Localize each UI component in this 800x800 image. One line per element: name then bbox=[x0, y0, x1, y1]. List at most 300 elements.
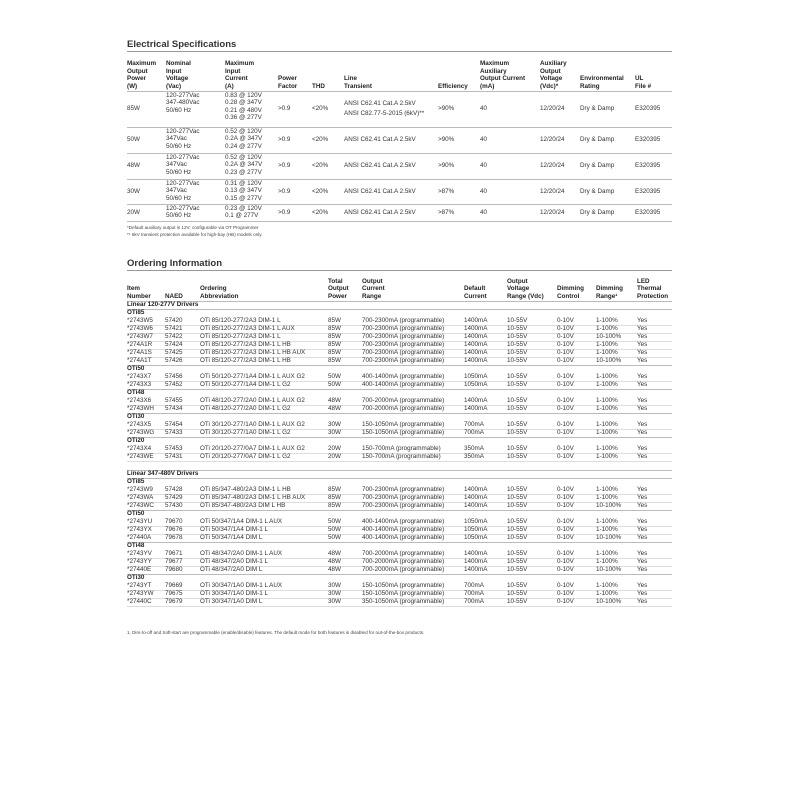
ordering-cell: 0-10V bbox=[557, 502, 574, 509]
table-row bbox=[0, 534, 800, 542]
row-divider bbox=[127, 461, 672, 462]
ordering-cell: OTi 85/120-277/2A3 DIM-1 L bbox=[200, 333, 281, 340]
electrical-cell-thd: <20% bbox=[312, 209, 329, 217]
ordering-cell: 79679 bbox=[165, 598, 183, 605]
ordering-cell: 10-55V bbox=[507, 325, 528, 332]
ordering-cell: 1-100% bbox=[596, 381, 618, 388]
ordering-cell: 10-100% bbox=[596, 333, 622, 340]
ordering-cell: *2743WA bbox=[127, 494, 154, 501]
electrical-cell-current: 0.52 @ 120V 0.2A @ 347V 0.24 @ 277V bbox=[225, 128, 263, 150]
table-row bbox=[0, 518, 800, 526]
ordering-cell: 0-10V bbox=[557, 349, 574, 356]
ordering-cell: OTi 85/120-277/2A3 DIM-1 L AUX bbox=[200, 325, 295, 332]
ordering-cell: 10-55V bbox=[507, 349, 528, 356]
electrical-cell-thd: <20% bbox=[312, 162, 329, 170]
header-rule bbox=[127, 91, 672, 92]
ordering-cell: 10-100% bbox=[596, 534, 622, 541]
row-divider bbox=[127, 127, 672, 128]
electrical-header-cell: Line Transient bbox=[344, 75, 372, 90]
ordering-cell: 1-100% bbox=[596, 429, 618, 436]
ordering-cell: *2743W9 bbox=[127, 486, 153, 493]
electrical-cell-pf: >0.9 bbox=[278, 105, 291, 113]
ordering-cell: 700mA bbox=[464, 429, 484, 436]
ordering-cell: 0-10V bbox=[557, 325, 574, 332]
ordering-cell: 700-2300mA (programmable) bbox=[362, 341, 445, 348]
ordering-cell: 30W bbox=[328, 582, 341, 589]
ordering-cell: OTi 30/120-277/1A0 DIM-1 L AUX G2 bbox=[200, 421, 305, 428]
ordering-cell: 0-10V bbox=[557, 582, 574, 589]
ordering-cell: 57430 bbox=[165, 502, 183, 509]
ordering-cell: 30W bbox=[328, 590, 341, 597]
ordering-cell: 150-1050mA (programmable) bbox=[362, 421, 445, 428]
ordering-cell: 1-100% bbox=[596, 558, 618, 565]
ordering-cell: 1050mA bbox=[464, 526, 488, 533]
ordering-cell: 57434 bbox=[165, 405, 183, 412]
row-divider bbox=[127, 204, 672, 205]
group-rule bbox=[127, 413, 672, 414]
electrical-cell-pf: >0.9 bbox=[278, 209, 291, 217]
ordering-cell: 48W bbox=[328, 550, 341, 557]
ordering-cell: 85W bbox=[328, 325, 341, 332]
electrical-cell-power: 48W bbox=[127, 162, 140, 170]
ordering-cell: 20W bbox=[328, 453, 341, 460]
ordering-cell: 10-100% bbox=[596, 502, 622, 509]
ordering-cell: 79677 bbox=[165, 558, 183, 565]
ordering-cell: 10-55V bbox=[507, 598, 528, 605]
table-row bbox=[0, 421, 800, 429]
ordering-cell: 30W bbox=[328, 598, 341, 605]
ordering-cell: *2743W5 bbox=[127, 317, 153, 324]
ordering-cell: Yes bbox=[637, 534, 648, 541]
electrical-cell-voltage: 120-277Vac 347-480Vac 50/60 Hz bbox=[166, 92, 200, 114]
table-row bbox=[0, 373, 800, 381]
electrical-cell-ul: E320395 bbox=[635, 162, 661, 170]
ordering-cell: 85W bbox=[328, 349, 341, 356]
ordering-cell: 10-55V bbox=[507, 429, 528, 436]
ordering-cell: Yes bbox=[637, 397, 648, 404]
ordering-cell: 20W bbox=[328, 445, 341, 452]
ordering-cell: Yes bbox=[637, 582, 648, 589]
table-row bbox=[0, 590, 800, 598]
ordering-cell: 0-10V bbox=[557, 494, 574, 501]
ordering-cell: 1050mA bbox=[464, 518, 488, 525]
ordering-cell: 10-55V bbox=[507, 381, 528, 388]
ordering-cell: 85W bbox=[328, 494, 341, 501]
section-rule bbox=[127, 270, 672, 271]
ordering-cell: OTi 85/120-277/2A3 DIM-1 L HB AUX bbox=[200, 349, 306, 356]
electrical-cell-aux_current: 40 bbox=[480, 187, 488, 195]
ordering-cell: 85W bbox=[328, 333, 341, 340]
ordering-cell: *2743X6 bbox=[127, 397, 152, 404]
ordering-cell: 57433 bbox=[165, 429, 183, 436]
ordering-cell: Yes bbox=[637, 349, 648, 356]
ordering-cell: Yes bbox=[637, 598, 648, 605]
electrical-cell-transient: ANSI C62.41 Cat.A 2.5kV bbox=[344, 209, 416, 217]
ordering-cell: 1-100% bbox=[596, 421, 618, 428]
ordering-cell: 1400mA bbox=[464, 405, 488, 412]
table-row bbox=[0, 357, 800, 365]
ordering-header-cell: LED Thermal Protection bbox=[637, 277, 669, 300]
electrical-cell-power: 50W bbox=[127, 136, 140, 144]
ordering-cell: 0-10V bbox=[557, 445, 574, 452]
ordering-cell: OTi 50/347/1A4 DIM L bbox=[200, 534, 263, 541]
product-group-heading: OTi85 bbox=[127, 478, 145, 485]
electrical-cell-power: 20W bbox=[127, 209, 140, 217]
ordering-cell: 1-100% bbox=[596, 550, 618, 557]
ordering-cell: Yes bbox=[637, 558, 648, 565]
ordering-header-cell: Item Number bbox=[127, 285, 151, 300]
ordering-cell: 57452 bbox=[165, 381, 183, 388]
table-row bbox=[0, 550, 800, 558]
electrical-cell-thd: <20% bbox=[312, 187, 329, 195]
ordering-cell: Yes bbox=[637, 405, 648, 412]
ordering-cell: 0-10V bbox=[557, 453, 574, 460]
ordering-cell: *2743WG bbox=[127, 429, 155, 436]
electrical-header-cell: Maximum Input Current (A) bbox=[225, 60, 255, 90]
ordering-cell: 57453 bbox=[165, 445, 183, 452]
ordering-cell: 57421 bbox=[165, 325, 183, 332]
ordering-cell: Yes bbox=[637, 518, 648, 525]
row-divider bbox=[127, 153, 672, 154]
ordering-cell: *274A1S bbox=[127, 349, 152, 356]
ordering-cell: Yes bbox=[637, 317, 648, 324]
ordering-cell: 10-100% bbox=[596, 357, 622, 364]
electrical-cell-current: 0.23 @ 120V 0.1 @ 277V bbox=[225, 205, 262, 220]
ordering-cell: 1400mA bbox=[464, 317, 488, 324]
electrical-cell-transient: ANSI C62.41 Cat.A 2.5kV bbox=[344, 162, 416, 170]
ordering-cell: 700-2300mA (programmable) bbox=[362, 494, 445, 501]
electrical-cell-env: Dry & Damp bbox=[580, 209, 615, 217]
ordering-cell: 1-100% bbox=[596, 373, 618, 380]
ordering-cell: 150-700mA (programmable) bbox=[362, 445, 441, 452]
ordering-cell: 30W bbox=[328, 429, 341, 436]
ordering-cell: 79676 bbox=[165, 526, 183, 533]
electrical-cell-power: 30W bbox=[127, 187, 140, 195]
electrical-cell-eff: >87% bbox=[438, 187, 455, 195]
ordering-cell: OTi 30/347/1A0 DIM L bbox=[200, 598, 263, 605]
ordering-cell: 0-10V bbox=[557, 550, 574, 557]
ordering-cell: 1-100% bbox=[596, 494, 618, 501]
table-row bbox=[0, 445, 800, 453]
ordering-cell: 1-100% bbox=[596, 405, 618, 412]
ordering-cell: Yes bbox=[637, 357, 648, 364]
ordering-cell: OTi 48/347/2A0 DIM-1 L bbox=[200, 558, 269, 565]
ordering-info-title: Ordering Information bbox=[127, 258, 222, 269]
product-group-heading: OTi30 bbox=[127, 574, 145, 581]
ordering-cell: Yes bbox=[637, 333, 648, 340]
ordering-cell: 1-100% bbox=[596, 445, 618, 452]
electrical-cell-eff: >90% bbox=[438, 162, 455, 170]
ordering-cell: 150-700mA (programmable) bbox=[362, 453, 441, 460]
ordering-cell: 350mA bbox=[464, 445, 484, 452]
ordering-cell: 1400mA bbox=[464, 397, 488, 404]
electrical-header-cell: Power Factor bbox=[278, 75, 298, 90]
electrical-cell-aux_voltage: 12/20/24 bbox=[540, 105, 565, 113]
footnote-aux: *Default auxiliary output is 12V; configurable via OT Programmer bbox=[127, 225, 259, 230]
table-row bbox=[0, 405, 800, 413]
ordering-cell: 57454 bbox=[165, 421, 183, 428]
ordering-cell: 10-55V bbox=[507, 357, 528, 364]
ordering-cell: *2743WH bbox=[127, 405, 154, 412]
ordering-cell: *2743YU bbox=[127, 518, 153, 525]
ordering-cell: 50W bbox=[328, 526, 341, 533]
ordering-cell: 0-10V bbox=[557, 590, 574, 597]
electrical-cell-aux_current: 40 bbox=[480, 136, 488, 144]
table-row bbox=[0, 502, 800, 510]
ordering-cell: 700-2000mA (programmable) bbox=[362, 550, 445, 557]
ordering-cell: OTi 85/347-480/2A3 DIM-1 L HB AUX bbox=[200, 494, 306, 501]
group-rule bbox=[127, 309, 672, 310]
ordering-cell: 400-1400mA (programmable) bbox=[362, 381, 445, 388]
electrical-header-cell: Maximum Output Power (W) bbox=[127, 60, 157, 90]
ordering-header-cell: Output Current Range bbox=[362, 277, 385, 300]
ordering-cell: 10-55V bbox=[507, 317, 528, 324]
electrical-cell-current: 0.52 @ 120V 0.2A @ 347V 0.23 @ 277V bbox=[225, 154, 263, 176]
group-rule bbox=[127, 510, 672, 511]
ordering-cell: *2743YY bbox=[127, 558, 152, 565]
ordering-cell: Yes bbox=[637, 453, 648, 460]
ordering-cell: 700-2300mA (programmable) bbox=[362, 333, 445, 340]
ordering-cell: 57422 bbox=[165, 333, 183, 340]
ordering-cell: 10-55V bbox=[507, 582, 528, 589]
ordering-cell: 1-100% bbox=[596, 325, 618, 332]
electrical-cell-eff: >87% bbox=[438, 209, 455, 217]
ordering-cell: 10-55V bbox=[507, 502, 528, 509]
table-row bbox=[0, 349, 800, 357]
electrical-cell-aux_voltage: 12/20/24 bbox=[540, 187, 565, 195]
ordering-cell: 10-55V bbox=[507, 373, 528, 380]
ordering-cell: 79669 bbox=[165, 582, 183, 589]
table-row bbox=[0, 397, 800, 405]
ordering-cell: 700mA bbox=[464, 582, 484, 589]
table-row bbox=[0, 526, 800, 534]
product-group-heading: OTi48 bbox=[127, 542, 145, 549]
ordering-cell: 350mA bbox=[464, 453, 484, 460]
ordering-cell: 700-2300mA (programmable) bbox=[362, 486, 445, 493]
ordering-cell: 85W bbox=[328, 502, 341, 509]
driver-section-heading: Linear 347-480V Drivers bbox=[127, 470, 199, 477]
ordering-header-cell: Output Voltage Range (Vdc) bbox=[507, 277, 544, 300]
electrical-cell-voltage: 120-277Vac 347Vac 50/60 Hz bbox=[166, 180, 200, 202]
ordering-cell: 79670 bbox=[165, 518, 183, 525]
ordering-cell: 700-2300mA (programmable) bbox=[362, 502, 445, 509]
ordering-cell: 57424 bbox=[165, 341, 183, 348]
ordering-cell: OTi 30/347/1A0 DIM-1 L bbox=[200, 590, 269, 597]
ordering-cell: OTi 30/120-277/1A0 DIM-1 L G2 bbox=[200, 429, 291, 436]
ordering-cell: 10-55V bbox=[507, 421, 528, 428]
ordering-cell: *2743YX bbox=[127, 526, 152, 533]
electrical-cell-pf: >0.9 bbox=[278, 187, 291, 195]
ordering-cell: *27440C bbox=[127, 598, 152, 605]
ordering-cell: 1-100% bbox=[596, 518, 618, 525]
table-row bbox=[0, 317, 800, 325]
ordering-cell: Yes bbox=[637, 421, 648, 428]
ordering-cell: 1-100% bbox=[596, 453, 618, 460]
ordering-cell: 57420 bbox=[165, 317, 183, 324]
ordering-cell: 85W bbox=[328, 317, 341, 324]
electrical-cell-pf: >0.9 bbox=[278, 162, 291, 170]
group-rule bbox=[127, 542, 672, 543]
electrical-cell-voltage: 120-277Vac 347Vac 50/60 Hz bbox=[166, 128, 200, 150]
ordering-cell: 10-55V bbox=[507, 486, 528, 493]
ordering-cell: 50W bbox=[328, 381, 341, 388]
ordering-cell: Yes bbox=[637, 590, 648, 597]
electrical-cell-aux_voltage: 12/20/24 bbox=[540, 209, 565, 217]
ordering-cell: OTi 48/120-277/2A0 DIM-1 L G2 bbox=[200, 405, 291, 412]
ordering-cell: OTi 30/347/1A0 DIM-1 L AUX bbox=[200, 582, 283, 589]
ordering-cell: 1-100% bbox=[596, 397, 618, 404]
ordering-cell: OTi 20/120-277/0A7 DIM-1 L AUX G2 bbox=[200, 445, 305, 452]
product-group-heading: OTi50 bbox=[127, 365, 145, 372]
electrical-cell-env: Dry & Damp bbox=[580, 136, 615, 144]
ordering-cell: Yes bbox=[637, 502, 648, 509]
electrical-cell-eff: >90% bbox=[438, 105, 455, 113]
ordering-cell: 1-100% bbox=[596, 486, 618, 493]
ordering-cell: *2743WC bbox=[127, 502, 154, 509]
electrical-header-cell: Nominal Input Voltage (Vac) bbox=[166, 60, 191, 90]
section-rule bbox=[127, 470, 672, 471]
ordering-cell: 0-10V bbox=[557, 486, 574, 493]
electrical-cell-ul: E320395 bbox=[635, 136, 661, 144]
ordering-cell: 700-2000mA (programmable) bbox=[362, 405, 445, 412]
ordering-cell: Yes bbox=[637, 341, 648, 348]
ordering-cell: 700-2000mA (programmable) bbox=[362, 566, 445, 573]
electrical-cell-aux_voltage: 12/20/24 bbox=[540, 162, 565, 170]
ordering-cell: 0-10V bbox=[557, 518, 574, 525]
ordering-cell: 1400mA bbox=[464, 502, 488, 509]
ordering-cell: 400-1400mA (programmable) bbox=[362, 534, 445, 541]
ordering-cell: 1-100% bbox=[596, 349, 618, 356]
ordering-cell: 0-10V bbox=[557, 357, 574, 364]
ordering-cell: 1-100% bbox=[596, 317, 618, 324]
ordering-cell: 1-100% bbox=[596, 590, 618, 597]
ordering-cell: *27440A bbox=[127, 534, 152, 541]
ordering-cell: 1-100% bbox=[596, 526, 618, 533]
ordering-cell: 1400mA bbox=[464, 357, 488, 364]
ordering-cell: 700-2000mA (programmable) bbox=[362, 397, 445, 404]
ordering-cell: 48W bbox=[328, 397, 341, 404]
table-row bbox=[0, 494, 800, 502]
ordering-cell: 150-1050mA (programmable) bbox=[362, 582, 445, 589]
ordering-cell: 700-2300mA (programmable) bbox=[362, 317, 445, 324]
product-group-heading: OTi48 bbox=[127, 389, 145, 396]
ordering-cell: 10-55V bbox=[507, 397, 528, 404]
ordering-cell: 48W bbox=[328, 566, 341, 573]
ordering-header-cell: Default Current bbox=[464, 285, 487, 300]
ordering-cell: Yes bbox=[637, 381, 648, 388]
ordering-cell: 57429 bbox=[165, 494, 183, 501]
table-row bbox=[0, 558, 800, 566]
ordering-cell: 10-100% bbox=[596, 598, 622, 605]
ordering-header-cell: Ordering Abbreviation bbox=[200, 285, 239, 300]
table-row bbox=[0, 486, 800, 494]
ordering-cell: 0-10V bbox=[557, 526, 574, 533]
ordering-cell: 0-10V bbox=[557, 397, 574, 404]
electrical-cell-voltage: 120-277Vac 50/60 Hz bbox=[166, 205, 200, 220]
product-group-heading: OTi30 bbox=[127, 413, 145, 420]
ordering-cell: 57426 bbox=[165, 357, 183, 364]
ordering-cell: 400-1400mA (programmable) bbox=[362, 373, 445, 380]
ordering-header-cell: Dimming Control bbox=[557, 285, 584, 300]
ordering-cell: OTi 85/347-480/2A3 DIM L HB bbox=[200, 502, 286, 509]
ordering-cell: 30W bbox=[328, 421, 341, 428]
ordering-cell: 57455 bbox=[165, 397, 183, 404]
product-group-heading: OTi20 bbox=[127, 437, 145, 444]
table-row bbox=[0, 566, 800, 574]
ordering-cell: *27440E bbox=[127, 566, 152, 573]
group-rule bbox=[127, 478, 672, 479]
section-rule bbox=[127, 51, 672, 52]
ordering-cell: 50W bbox=[328, 373, 341, 380]
ordering-cell: 700-2300mA (programmable) bbox=[362, 357, 445, 364]
electrical-cell-ul: E320395 bbox=[635, 209, 661, 217]
electrical-specs-title: Electrical Specifications bbox=[127, 39, 237, 50]
ordering-cell: 79671 bbox=[165, 550, 183, 557]
table-row bbox=[0, 325, 800, 333]
electrical-cell-aux_voltage: 12/20/24 bbox=[540, 136, 565, 144]
electrical-cell-transient: ANSI C62.41 Cat.A 2.5kV bbox=[344, 136, 416, 144]
ordering-cell: 10-55V bbox=[507, 558, 528, 565]
ordering-cell: OTi 48/347/2A0 DIM-1 L AUX bbox=[200, 550, 283, 557]
ordering-cell: 57425 bbox=[165, 349, 183, 356]
ordering-cell: 400-1400mA (programmable) bbox=[362, 526, 445, 533]
group-rule bbox=[127, 437, 672, 438]
ordering-cell: Yes bbox=[637, 486, 648, 493]
ordering-cell: 0-10V bbox=[557, 534, 574, 541]
ordering-cell: 10-55V bbox=[507, 445, 528, 452]
electrical-cell-env: Dry & Damp bbox=[580, 105, 615, 113]
ordering-cell: OTi 50/120-277/1A4 DIM-1 L AUX G2 bbox=[200, 373, 305, 380]
electrical-cell-current: 0.31 @ 120V 0.13 @ 347V 0.15 @ 277V bbox=[225, 180, 262, 202]
ordering-cell: 1400mA bbox=[464, 325, 488, 332]
electrical-header-cell: Environmental Rating bbox=[580, 75, 624, 90]
ordering-cell: *2743W7 bbox=[127, 333, 153, 340]
electrical-cell-voltage: 120-277Vac 347Vac 50/60 Hz bbox=[166, 154, 200, 176]
ordering-cell: 1050mA bbox=[464, 381, 488, 388]
ordering-cell: 57428 bbox=[165, 486, 183, 493]
electrical-header-cell: UL File # bbox=[635, 75, 652, 90]
ordering-cell: 700-2000mA (programmable) bbox=[362, 558, 445, 565]
footnote-transient: ** 6kV transient protection available for high-bay (HB) models only. bbox=[127, 232, 263, 237]
ordering-cell: OTi 50/347/1A4 DIM-1 L bbox=[200, 526, 269, 533]
table-row bbox=[0, 381, 800, 389]
ordering-cell: 350-1050mA (programmable) bbox=[362, 598, 445, 605]
ordering-cell: 57456 bbox=[165, 373, 183, 380]
section-rule bbox=[127, 301, 672, 302]
electrical-cell-thd: <20% bbox=[312, 136, 329, 144]
ordering-cell: 1400mA bbox=[464, 333, 488, 340]
product-group-heading: OTi85 bbox=[127, 309, 145, 316]
ordering-header-cell: Dimming Range¹ bbox=[596, 285, 623, 300]
ordering-cell: *2743X5 bbox=[127, 421, 152, 428]
electrical-cell-current: 0.83 @ 120V 0.28 @ 347V 0.21 @ 480V 0.36 @ 277V bbox=[225, 92, 262, 122]
ordering-cell: 1400mA bbox=[464, 486, 488, 493]
ordering-cell: 10-55V bbox=[507, 494, 528, 501]
ordering-cell: 700mA bbox=[464, 421, 484, 428]
ordering-cell: 1400mA bbox=[464, 494, 488, 501]
electrical-cell-aux_current: 40 bbox=[480, 162, 488, 170]
electrical-header-cell: Maximum Auxiliary Output Current (mA) bbox=[480, 60, 526, 90]
electrical-cell-env: Dry & Damp bbox=[580, 162, 615, 170]
electrical-cell-env: Dry & Damp bbox=[580, 187, 615, 195]
electrical-cell-thd: <20% bbox=[312, 105, 329, 113]
table-end-rule bbox=[127, 221, 672, 222]
electrical-cell-ul: E320395 bbox=[635, 105, 661, 113]
ordering-cell: 1050mA bbox=[464, 534, 488, 541]
ordering-cell: 0-10V bbox=[557, 373, 574, 380]
ordering-cell: Yes bbox=[637, 550, 648, 557]
ordering-cell: 48W bbox=[328, 405, 341, 412]
